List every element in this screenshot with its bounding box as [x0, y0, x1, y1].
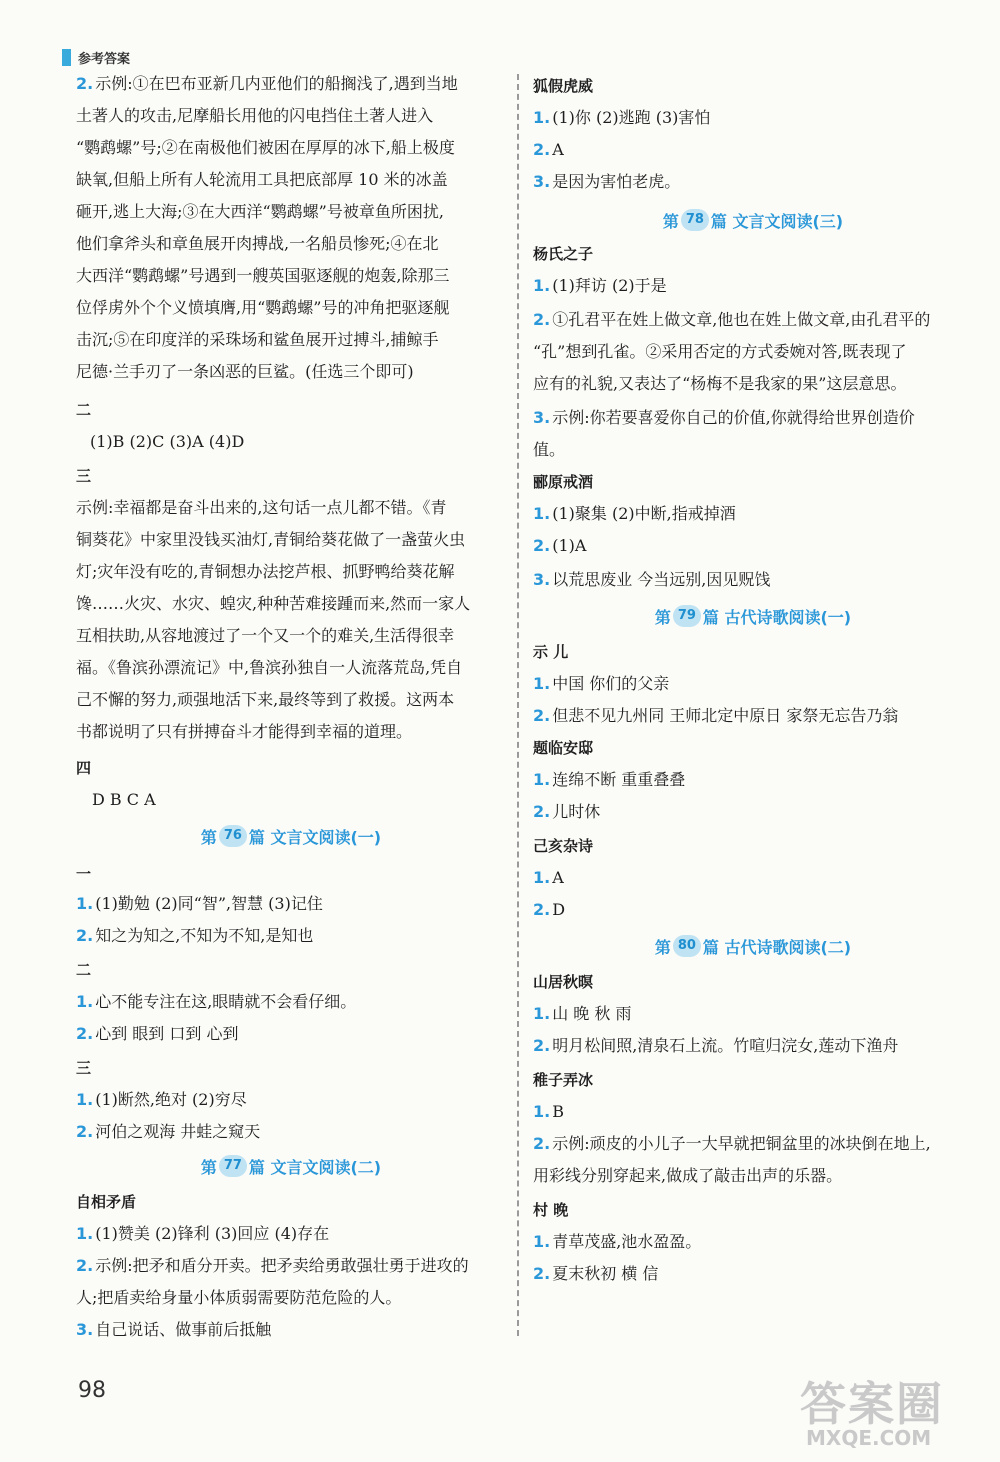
answer-line: 1. B [533, 1102, 564, 1121]
passage-heading: 稚子弄冰 [533, 1071, 594, 1089]
passage-heading: 杨氏之子 [533, 245, 594, 263]
answer-line: 大西洋“鹦鹉螺”号遇到一艘英国驱逐舰的炮轰,除那三 [76, 266, 450, 285]
answer-line: “孔”想到孔雀。②采用否定的方式委婉对答,既表现了 [533, 342, 907, 361]
answer-line: 土著人的攻击,尼摩船长用他的闪电挡住土著人进入 [76, 106, 434, 125]
answer-line: 2. 但悲不见九州同 王师北定中原日 家祭无忘告乃翁 [533, 706, 899, 725]
essay-line: 互相扶助,从容地渡过了一个又一个的难关,生活得很幸 [76, 626, 455, 645]
essay-line: 福。《鲁滨孙漂流记》中,鲁滨孙独自一人流落荒岛,凭自 [76, 658, 463, 677]
article-title-80: 第 80 篇 古代诗歌阅读(二) [533, 932, 973, 960]
answer-line: 1. (1)勤勉 (2)同“智”,智慧 (3)记住 [76, 894, 323, 913]
passage-heading: 示 儿 [533, 643, 569, 661]
essay-line: 示例:幸福都是奋斗出来的,这句话一点儿都不错。《青 [76, 498, 447, 517]
answer-line: (1)B (2)C (3)A (4)D [90, 432, 245, 451]
page-header [62, 46, 130, 68]
answer-line: 3. 是因为害怕老虎。 [533, 172, 681, 191]
column-divider [517, 74, 519, 1336]
answer-line: 3. 自己说话、做事前后抵触 [76, 1320, 272, 1339]
answer-line: “鹦鹉螺”号;②在南极他们被困在厚厚的冰下,船上极度 [76, 138, 455, 157]
answer-line: 1. 山 晚 秋 雨 [533, 1004, 632, 1023]
answer-line: 3. 以荒思废业 今当远别,因见贶饯 [533, 570, 771, 589]
watermark-site: MXQE.COM [806, 1426, 932, 1450]
answer-line: 2. 示例:把矛和盾分开卖。把矛卖给勇敢强壮勇于进攻的 [76, 1256, 469, 1275]
answer-line: 1. 青草茂盛,池水盈盈。 [533, 1232, 702, 1251]
answer-line: 2. D [533, 900, 566, 919]
passage-heading: 村 晚 [533, 1201, 569, 1219]
answer-line: 2. 明月松间照,清泉石上流。竹喧归浣女,莲动下渔舟 [533, 1036, 899, 1055]
passage-heading: 题临安邸 [533, 739, 594, 757]
article-title-79: 第 79 篇 古代诗歌阅读(一) [533, 602, 973, 630]
answer-line: 2. ①孔君平在姓上做文章,他也在姓上做文章,由孔君平的 [533, 310, 931, 329]
answer-line: 2. 心到 眼到 口到 心到 [76, 1024, 239, 1043]
answer-line: D B C A [92, 790, 156, 809]
watermark-main: 答案圈 [800, 1377, 944, 1431]
answer-line: 2. 知之为知之,不知为不知,是知也 [76, 926, 314, 945]
answer-line: 击沉;⑤在印度洋的采珠场和鲨鱼展开过搏斗,捕鲸手 [76, 330, 439, 349]
essay-line: 馋……火灾、水灾、蝗灾,种种苦难接踵而来,然而一家人 [76, 594, 471, 613]
answer-line: 位俘虏外个个义愤填膺,用“鹦鹉螺”号的冲角把驱逐舰 [76, 298, 450, 317]
answer-line: 3. 示例:你若要喜爱你自己的价值,你就得给世界创造价 [533, 408, 915, 427]
answer-line: 1. (1)断然,绝对 (2)穷尽 [76, 1090, 247, 1109]
passage-heading: 己亥杂诗 [533, 837, 594, 855]
answer-line: 用彩线分别穿起来,做成了敲击出声的乐器。 [533, 1166, 843, 1185]
answer-line: 2. 示例:①在巴布亚新几内亚他们的船搁浅了,遇到当地 [76, 74, 458, 93]
section-label: 二 [76, 961, 92, 979]
answer-line: 砸开,逃上大海;③在大西洋“鹦鹉螺”号被章鱼所困扰, [76, 202, 444, 221]
answer-line: 1. (1)聚集 (2)中断,指戒掉酒 [533, 504, 736, 523]
section-label: 三 [76, 1059, 92, 1077]
passage-heading: 郦原戒酒 [533, 473, 594, 491]
answer-line: 尼德·兰手刃了一条凶恶的巨鲨。(任选三个即可) [76, 362, 414, 381]
passage-heading: 山居秋暝 [533, 973, 594, 991]
article-number-badge: 77 [219, 1155, 247, 1177]
article-title-78: 第 78 篇 文言文阅读(三) [533, 206, 973, 234]
essay-line: 书都说明了只有拼搏奋斗才能得到幸福的道理。 [76, 722, 413, 741]
answer-line: 1. (1)赞美 (2)锋利 (3)回应 (4)存在 [76, 1224, 330, 1243]
essay-line: 灯;灾年没有吃的,青铜想办法挖芦根、抓野鸭给葵花解 [76, 562, 455, 581]
passage-heading: 自相矛盾 [76, 1193, 137, 1211]
answer-line: 1. A [533, 868, 564, 887]
watermark-logo [800, 1368, 970, 1458]
answer-line: 1. 连绵不断 重重叠叠 [533, 770, 686, 789]
article-title-76: 第 76 篇 文言文阅读(一) [76, 822, 506, 850]
answer-line: 2. 河伯之观海 井蛙之窥天 [76, 1122, 261, 1141]
header-marker [62, 49, 71, 66]
header-label: 参考答案 [78, 51, 131, 67]
section-label: 三 [76, 467, 92, 485]
essay-line: 己不懈的努力,顽强地活下来,最终等到了救援。这两本 [76, 690, 455, 709]
essay-line: 铜葵花》中家里没钱买油灯,青铜给葵花做了一盏萤火虫 [76, 530, 466, 549]
article-number-badge: 80 [673, 935, 701, 957]
article-number-badge: 78 [681, 209, 709, 231]
answer-line: 1. (1)拜访 (2)于是 [533, 276, 667, 295]
article-title-77: 第 77 篇 文言文阅读(二) [76, 1152, 506, 1180]
answer-line: 1. 心不能专注在这,眼睛就不会看仔细。 [76, 992, 357, 1011]
answer-line: 2. (1)A [533, 536, 587, 555]
answer-line: 应有的礼貌,又表达了“杨梅不是我家的果”这层意思。 [533, 374, 907, 393]
answer-line: 缺氧,但船上所有人轮流用工具把底部厚 10 米的冰盖 [76, 170, 448, 189]
answer-line: 1. 中国 你们的父亲 [533, 674, 670, 693]
answer-line: 值。 [533, 440, 566, 459]
section-label: 二 [76, 401, 92, 419]
passage-heading: 狐假虎威 [533, 77, 594, 95]
answer-line: 2. A [533, 140, 564, 159]
answer-line: 人;把盾卖给身量小体质弱需要防范危险的人。 [76, 1288, 402, 1307]
section-label: 一 [76, 865, 92, 883]
article-number-badge: 76 [219, 825, 247, 847]
answer-line: 2. 儿时休 [533, 802, 601, 821]
section-label: 四 [76, 759, 92, 777]
article-number-badge: 79 [673, 605, 701, 627]
answer-line: 2. 夏末秋初 横 信 [533, 1264, 659, 1283]
answer-line: 1. (1)你 (2)逃跑 (3)害怕 [533, 108, 711, 127]
page-number: 98 [78, 1378, 106, 1403]
answer-line: 2. 示例:顽皮的小儿子一大早就把铜盆里的冰块倒在地上, [533, 1134, 931, 1153]
answer-line: 他们拿斧头和章鱼展开肉搏战,一名船员惨死;④在北 [76, 234, 439, 253]
